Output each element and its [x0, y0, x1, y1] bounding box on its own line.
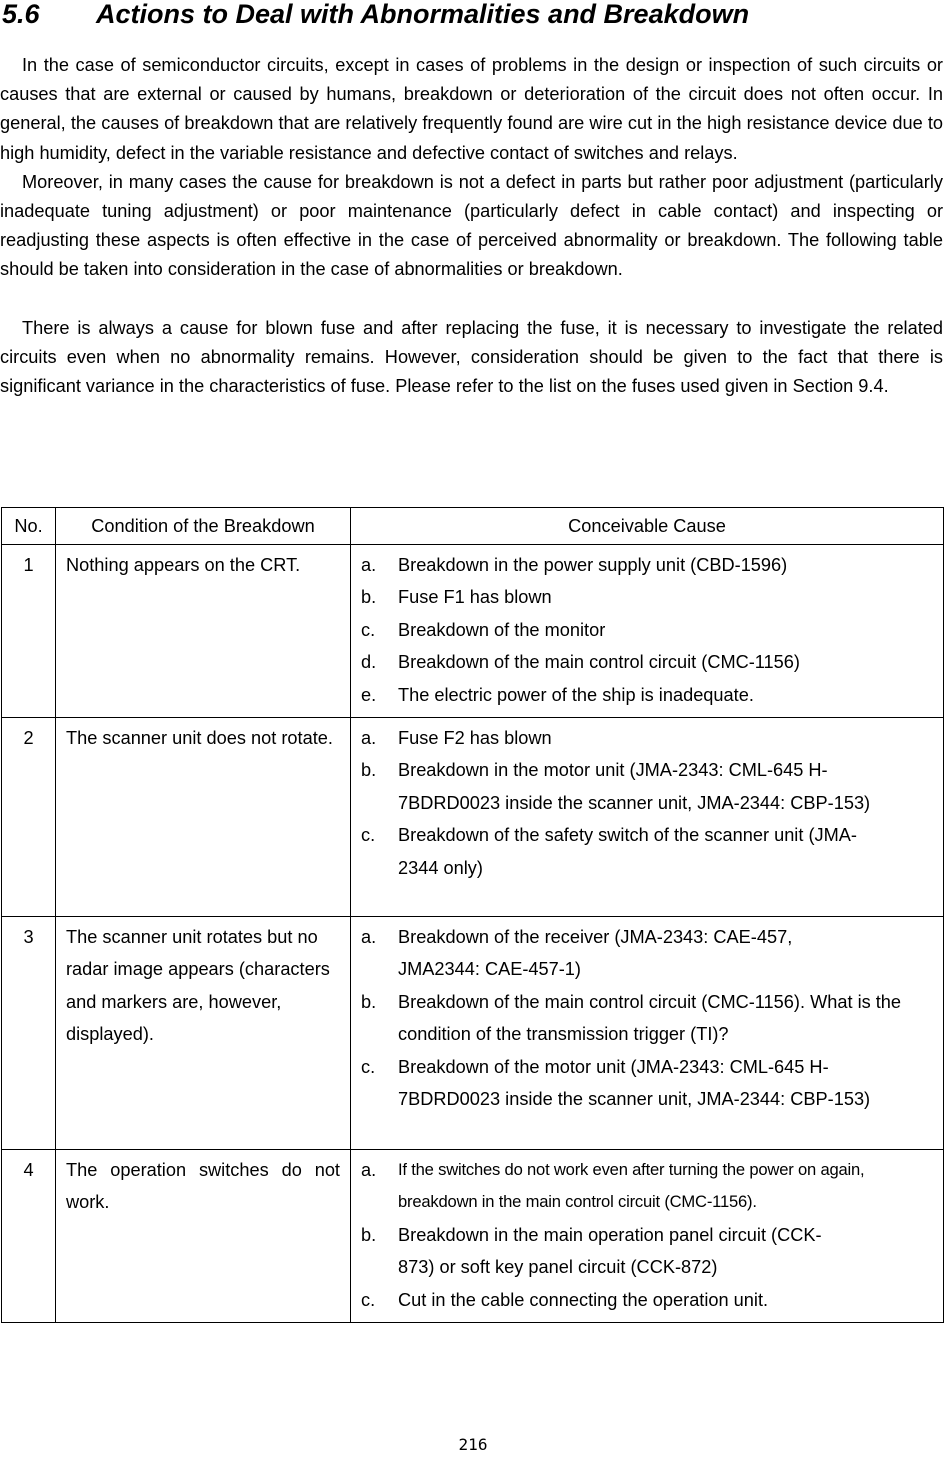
cause-text: Cut in the cable connecting the operation unit. — [398, 1289, 769, 1310]
cause-item — [361, 549, 937, 581]
cause-text: Breakdown of the main control circuit (CMC-1156) — [398, 652, 800, 673]
cause-item — [361, 1154, 937, 1219]
cause-letter: c. — [361, 825, 376, 846]
table-header-row — [2, 508, 944, 545]
row-number: 3 — [2, 917, 56, 1150]
cause-text: Fuse F1 has blown — [398, 587, 552, 608]
cause-letter: c. — [361, 1056, 376, 1077]
cause-text: Breakdown of the motor unit (JMA-2343: CML-645 H-7BDRD0023 inside the scanner unit, JMA-2344: CBP-153) — [398, 1056, 871, 1110]
section-title: Actions to Deal with Abnormalities and Breakdown — [96, 0, 750, 29]
cause-text: Breakdown of the monitor — [398, 619, 606, 640]
cause-text: Breakdown in the motor unit (JMA-2343: CML-645 H-7BDRD0023 inside the scanner unit, JMA-2344: CBP-153) — [398, 760, 871, 813]
cause-letter: b. — [361, 991, 377, 1012]
row-number: 1 — [2, 545, 56, 718]
cause-item — [361, 614, 937, 646]
section-number: 5.6 — [2, 0, 40, 29]
cause-item — [361, 819, 937, 884]
cause-item — [361, 1051, 937, 1116]
paragraph-fuse: There is always a cause for blown fuse and after replacing the fuse, it is necessary to investigate the related circuits even when no abnormality remains. However, consideration should be given to the fact that there is significant variance in the characteristics of fuse. Please refer to the list on the fuses used given in Section 9.4. — [0, 317, 943, 397]
table-row — [2, 917, 944, 1150]
cause-text: Breakdown of the receiver (JMA-2343: CAE-457, JMA2344: CAE-457-1) — [398, 927, 793, 980]
cause-letter: a. — [361, 927, 377, 948]
row-causes — [351, 545, 944, 718]
cause-item — [361, 1284, 937, 1316]
cause-item — [361, 646, 937, 678]
row-causes — [351, 1150, 944, 1323]
row-causes — [351, 917, 944, 1150]
cause-text: Fuse F2 has blown — [398, 728, 552, 749]
cause-item — [361, 581, 937, 613]
cause-text: Breakdown of the main control circuit (CMC-1156). What is the condition of the transmission trigger (TI)? — [398, 991, 902, 1045]
cause-text: Breakdown in the power supply unit (CBD-1596) — [398, 555, 788, 575]
row-condition: The scanner unit rotates but no radar image appears (characters and markers are, however, displayed). — [56, 917, 351, 1150]
body-text — [0, 51, 943, 401]
page-number: 216 — [458, 1435, 488, 1454]
cause-letter: c. — [361, 619, 376, 640]
cause-item — [361, 754, 937, 819]
cause-letter: a. — [361, 728, 377, 749]
cause-letter: d. — [361, 652, 377, 673]
header-cause: Conceivable Cause — [351, 508, 944, 545]
paragraph-adjustment: Moreover, in many cases the cause for breakdown is not a defect in parts but rather poor adjustment (particularly inadequate tuning adjustment) or poor maintenance (particularly defect in cable contact) and inspecting or readjusting these aspects is often effective in the case of perceived abnormality or breakdown. The following table should be taken into consideration in the case of abnormalities or breakdown. — [0, 171, 943, 280]
row-number: 4 — [2, 1150, 56, 1323]
cause-item — [361, 679, 937, 711]
cause-letter: b. — [361, 760, 377, 781]
header-no: No. — [2, 508, 56, 545]
row-condition: The operation switches do not work. — [56, 1150, 351, 1323]
table-row — [2, 545, 944, 718]
row-causes — [351, 718, 944, 917]
cause-letter: a. — [361, 1160, 377, 1181]
table-row — [2, 718, 944, 917]
row-condition: Nothing appears on the CRT. — [56, 545, 351, 718]
table-row — [2, 1150, 944, 1323]
cause-text: If the switches do not work even after turning the power on again, breakdown in the main control circuit (CMC-1156). — [398, 1160, 865, 1212]
cause-item — [361, 1219, 937, 1284]
cause-text: Breakdown in the main operation panel circuit (CCK-873) or soft key panel circuit (CCK-872) — [398, 1224, 822, 1278]
breakdown-table — [1, 507, 944, 1323]
paragraph-semiconductor: In the case of semiconductor circuits, except in cases of problems in the design or inspection of such circuits or causes that are external or caused by humans, breakdown or deterioration of the circuit does not often occur. In general, the causes of breakdown that are relatively frequently found are wire cut in the high resistance device due to high humidity, defect in the variable resistance and defective contact of switches and relays. — [0, 55, 943, 163]
cause-item — [361, 986, 937, 1051]
cause-letter: c. — [361, 1289, 376, 1310]
cause-letter: a. — [361, 555, 377, 575]
cause-text: Breakdown of the safety switch of the scanner unit (JMA-2344 only) — [398, 825, 857, 878]
cause-letter: b. — [361, 587, 377, 608]
header-condition: Condition of the Breakdown — [56, 508, 351, 545]
cause-letter: e. — [361, 684, 377, 705]
cause-letter: b. — [361, 1224, 377, 1245]
section-heading — [2, 0, 749, 32]
cause-text: The electric power of the ship is inadequate. — [398, 684, 754, 705]
cause-item — [361, 921, 937, 986]
row-condition: The scanner unit does not rotate. — [56, 718, 351, 917]
cause-item — [361, 722, 937, 754]
row-number: 2 — [2, 718, 56, 917]
